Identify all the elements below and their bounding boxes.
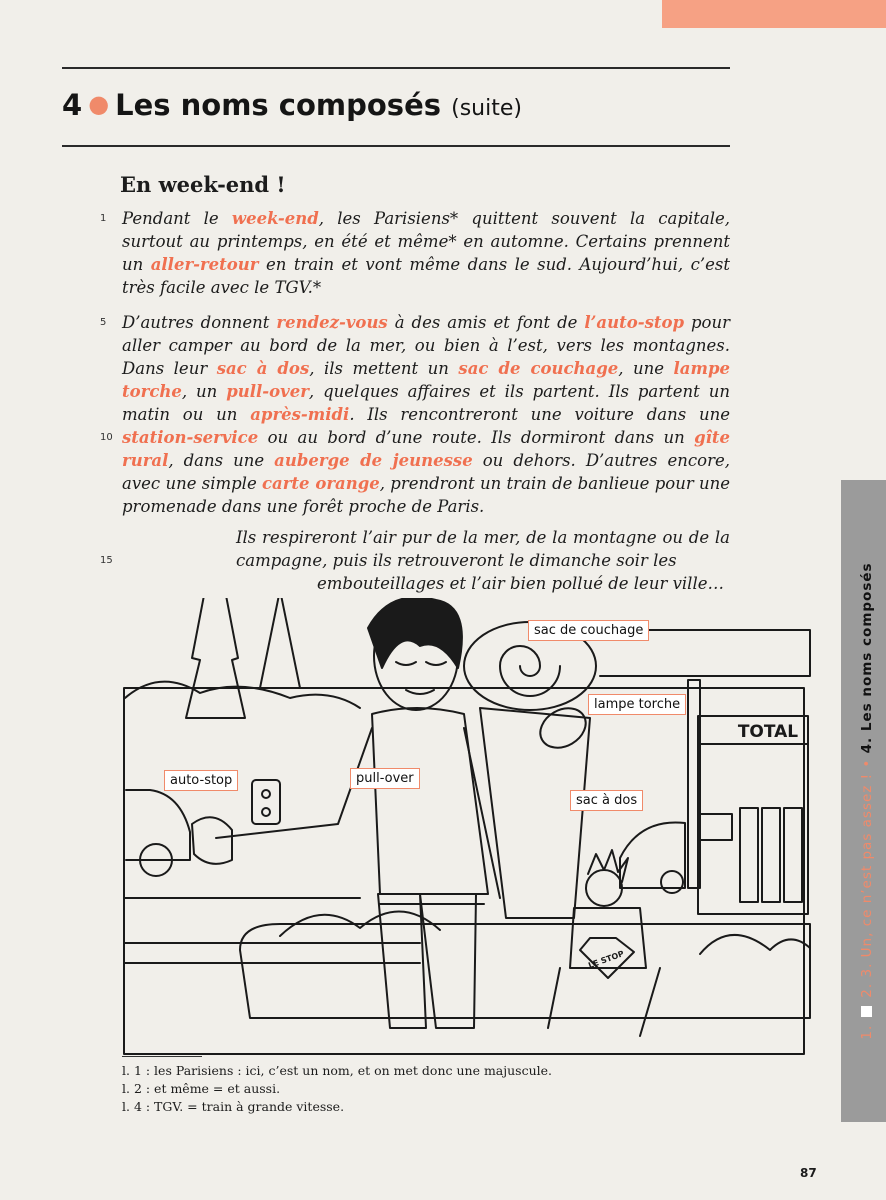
car-right-wheel [661, 871, 683, 893]
footnote: l. 1 : les Parisiens : ici, c’est un nom, et on met donc une majuscule. [122, 1063, 553, 1078]
text-run: , une [618, 359, 674, 378]
highlighted-term: lampe torche [122, 359, 730, 401]
bullet-icon: ● [88, 90, 110, 118]
label-auto-stop: auto-stop [164, 770, 238, 791]
text-run: . Ils rencontreront une voiture dans une [349, 405, 730, 424]
paragraph-3 [236, 526, 730, 595]
footnote: l. 4 : TGV. = train à grande vitesse. [122, 1099, 345, 1114]
text-run: en train et vont même dans le sud. Aujourd’hui, c’est très facile avec le TGV.* [122, 255, 730, 297]
paragraph-3-line: embouteillages et l’air bien pollué de leur ville… [317, 574, 724, 593]
illustration-frame [124, 688, 804, 1054]
illustration-drawing [120, 598, 812, 1058]
hitchhiker-arm [216, 728, 372, 838]
title-rule-bottom [62, 145, 730, 147]
station-window [700, 814, 732, 840]
corner-color-tab [662, 0, 886, 28]
label-pull-over: pull-over [350, 768, 420, 789]
backpack [480, 708, 590, 918]
hitchhiker-eyes [396, 662, 446, 665]
line-number-15: 15 [100, 555, 113, 566]
text-run: , les Parisiens* quittent souvent la capitale, surtout au printemps, en été et même* en automne. Certains prennent un [122, 209, 730, 274]
chapter-title-suffix: (suite) [451, 96, 522, 121]
footnotes [122, 1062, 552, 1116]
traffic-light [252, 780, 280, 824]
section-title: En week-end ! [120, 172, 286, 197]
side-tab-faint-title: Un, ce n’est pas assez ! • [858, 758, 875, 958]
gas-station-building [698, 744, 808, 914]
side-tab-current-title: 4. Les noms composés [858, 562, 875, 754]
reader-legs [548, 968, 660, 1036]
text-run: pour aller camper au bord de la mer, ou bien à l’est, vers les montagnes. Dans leur [122, 313, 731, 378]
chapter-title [62, 88, 522, 122]
side-tab-part-1: 1. [858, 1024, 875, 1040]
hitchhiker-strap [464, 728, 500, 898]
cypress-tree-2 [260, 598, 300, 688]
footnote: l. 2 : et même = et aussi. [122, 1081, 281, 1096]
highlighted-term: sac à dos [216, 359, 310, 378]
text-run: ou au bord d’une route. Ils dormiront dans un [258, 428, 695, 447]
label-sac-de-couchage: sac de couchage [528, 620, 649, 641]
highlighted-term: auberge de jeunesse [274, 451, 473, 470]
paragraph-2 [122, 311, 730, 518]
fuel-pump-1 [740, 808, 758, 902]
text-run: , dans une [168, 451, 275, 470]
hitchhiker-thumb-hand [192, 817, 232, 864]
text-run: , prendront un train de banlieue pour une promenade dans une forêt proche de Paris. [122, 474, 730, 516]
hitchhiker-mouth [406, 690, 434, 694]
footnote-rule [122, 1056, 202, 1057]
sidewalk-lines [124, 943, 420, 963]
paragraph-3-line: la campagne, puis ils retrouveront le dimanche soir les [236, 528, 731, 570]
highlighted-term: après-midi [250, 405, 350, 424]
page-number: 87 [800, 1166, 817, 1180]
text-run: , ils mettent un [309, 359, 459, 378]
hitchhiker-pullover [372, 708, 488, 894]
chapter-number: 4 [62, 88, 83, 122]
highlighted-term: aller-retour [150, 255, 259, 274]
highlighted-term: sac de couchage [458, 359, 619, 378]
line-number-5: 5 [100, 317, 107, 328]
reader-head [586, 870, 622, 906]
line-number-10: 10 [100, 432, 113, 443]
book-title-text: LE STOP [587, 949, 626, 971]
highlighted-term: gîte rural [122, 428, 730, 470]
highlighted-term: station-service [122, 428, 259, 447]
text-run: ou dehors. D’autres encore, avec une simple [122, 451, 730, 493]
text-run: à des amis et font de [387, 313, 585, 332]
text-run: Pendant le [122, 209, 232, 228]
title-rule-top [62, 67, 730, 69]
highlighted-term: carte orange [262, 474, 380, 493]
chapter-side-tab [841, 480, 886, 1122]
label-sac-a-dos: sac à dos [570, 790, 643, 811]
fuel-pump-2 [762, 808, 780, 902]
side-tab-part-2: 2. 3. [858, 962, 875, 998]
highlighted-term: l’auto-stop [584, 313, 685, 332]
highlighted-term: rendez-vous [276, 313, 388, 332]
paragraph-3-line: Ils respireront l’air pur de la mer, de la montagne ou de [236, 528, 710, 547]
hitchhiker-hair [368, 598, 462, 668]
cypress-tree-1 [186, 598, 245, 718]
total-sign-text: TOTAL [737, 722, 799, 742]
text-run: , un [181, 382, 227, 401]
text-run: , quelques affaires et ils partent. Ils partent un matin ou un [122, 382, 730, 424]
fuel-pump-3 [784, 808, 802, 902]
hitchhiker-illustration [120, 598, 812, 1058]
highlighted-term: pull-over [226, 382, 309, 401]
text-run: D’autres donnent [122, 313, 277, 332]
label-lampe-torche: lampe torche [588, 694, 686, 715]
line-number-1: 1 [100, 213, 107, 224]
chapter-title-text: Les noms composés [115, 88, 441, 122]
paragraph-1 [122, 207, 730, 299]
hitchhiker-legs [378, 894, 476, 1028]
car-right [620, 822, 685, 888]
highlighted-term: week-end [231, 209, 319, 228]
hedge-right [700, 935, 810, 954]
side-tab-text [844, 480, 886, 1122]
square-icon [861, 1006, 872, 1017]
car-left [126, 790, 190, 860]
low-wall [240, 924, 810, 1018]
